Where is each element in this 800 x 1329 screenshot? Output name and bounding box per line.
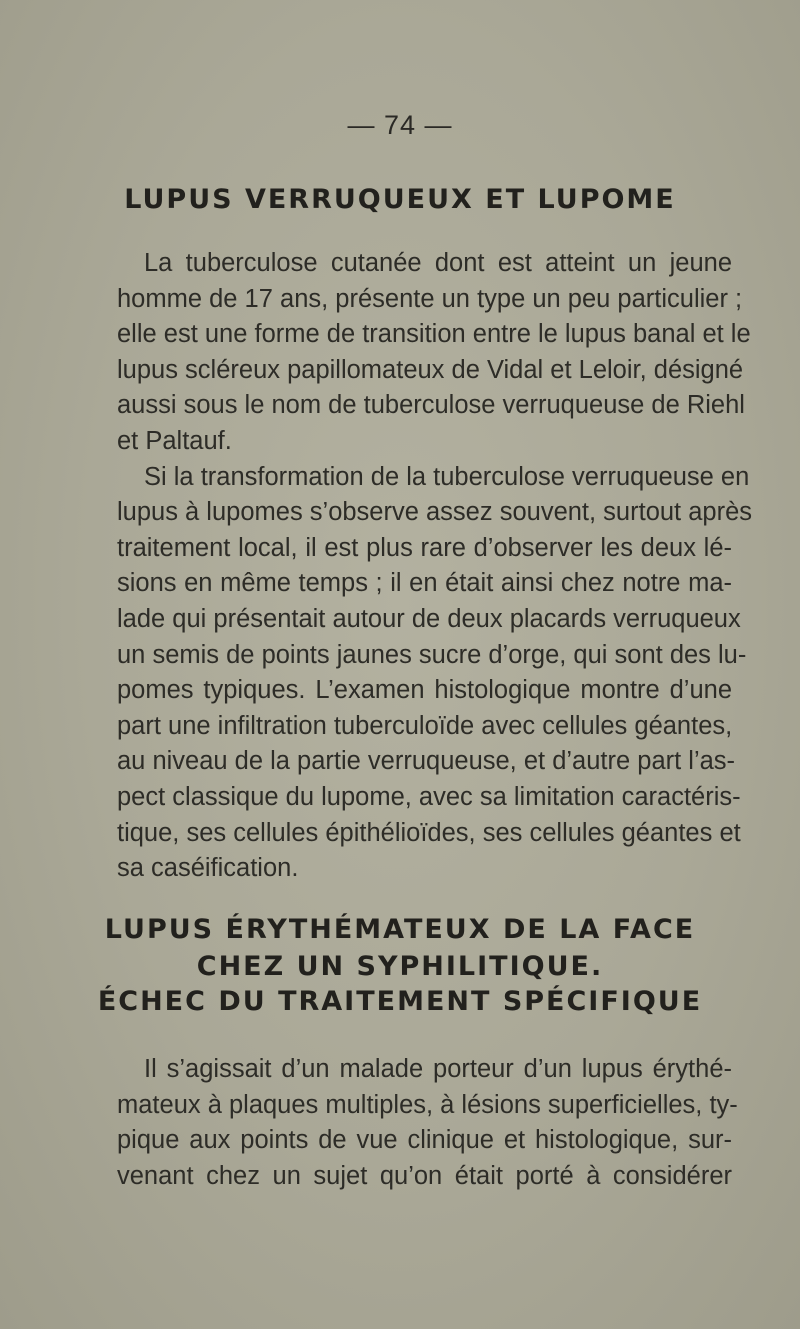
- section-title-line: LUPUS ÉRYTHÉMATEUX DE LA FACE: [104, 914, 696, 945]
- text-line: sa caséification.: [117, 854, 299, 883]
- text-line: traitement local, il est plus rare d’observer les deux lé-: [117, 533, 732, 562]
- section-title-line: CHEZ UN SYPHILITIQUE.: [196, 951, 604, 982]
- text-line: tique, ses cellules épithélioïdes, ses cellules géantes et: [117, 818, 741, 847]
- section-title-lupus-verruqueux: LUPUS VERRUQUEUX ET LUPOME: [124, 184, 676, 215]
- text-line: lupus scléreux papillomateux de Vidal et Leloir, désigné: [117, 355, 744, 384]
- text-line: et Paltauf.: [117, 426, 232, 455]
- section1-body: [117, 246, 753, 887]
- text-line: lupus à lupomes s’observe assez souvent, surtout après: [117, 498, 753, 527]
- text-line: un semis de points jaunes sucre d’orge, qui sont des lu-: [117, 640, 747, 669]
- text-line: pique aux points de vue clinique et histologique, sur-: [117, 1126, 732, 1155]
- text-line: pomes typiques. L’examen histologique montre d’une: [117, 676, 732, 705]
- text-line: elle est une forme de transition entre le lupus banal et le: [117, 320, 751, 349]
- text-line: Il s’agissait d’un malade porteur d’un lupus érythé-: [144, 1055, 732, 1083]
- text-line: pect classique du lupome, avec sa limitation caractéris-: [117, 782, 741, 811]
- text-line: aussi sous le nom de tuberculose verruqueuse de Riehl: [117, 391, 745, 420]
- section2-body: [117, 1052, 738, 1194]
- text-line: Si la transformation de la tuberculose verruqueuse en: [144, 462, 750, 491]
- text-line: homme de 17 ans, présente un type un peu particulier ;: [117, 284, 743, 313]
- text-line: venant chez un sujet qu’on était porté à considérer: [117, 1161, 732, 1190]
- text-line: part une infiltration tuberculoïde avec cellules géantes,: [117, 711, 733, 740]
- text-line: mateux à plaques multiples, à lésions superficielles, ty-: [117, 1090, 738, 1119]
- section-title-line: ÉCHEC DU TRAITEMENT SPÉCIFIQUE: [97, 986, 703, 1017]
- text-line: au niveau de la partie verruqueuse, et d’autre part l’as-: [117, 747, 736, 776]
- text-line: lade qui présentait autour de deux placards verruqueux: [117, 604, 741, 633]
- text-line: La tuberculose cutanée dont est atteint un jeune: [144, 249, 732, 277]
- text-line: sions en même temps ; il en était ainsi chez notre ma-: [117, 569, 732, 598]
- page-number: — 74 —: [347, 110, 453, 140]
